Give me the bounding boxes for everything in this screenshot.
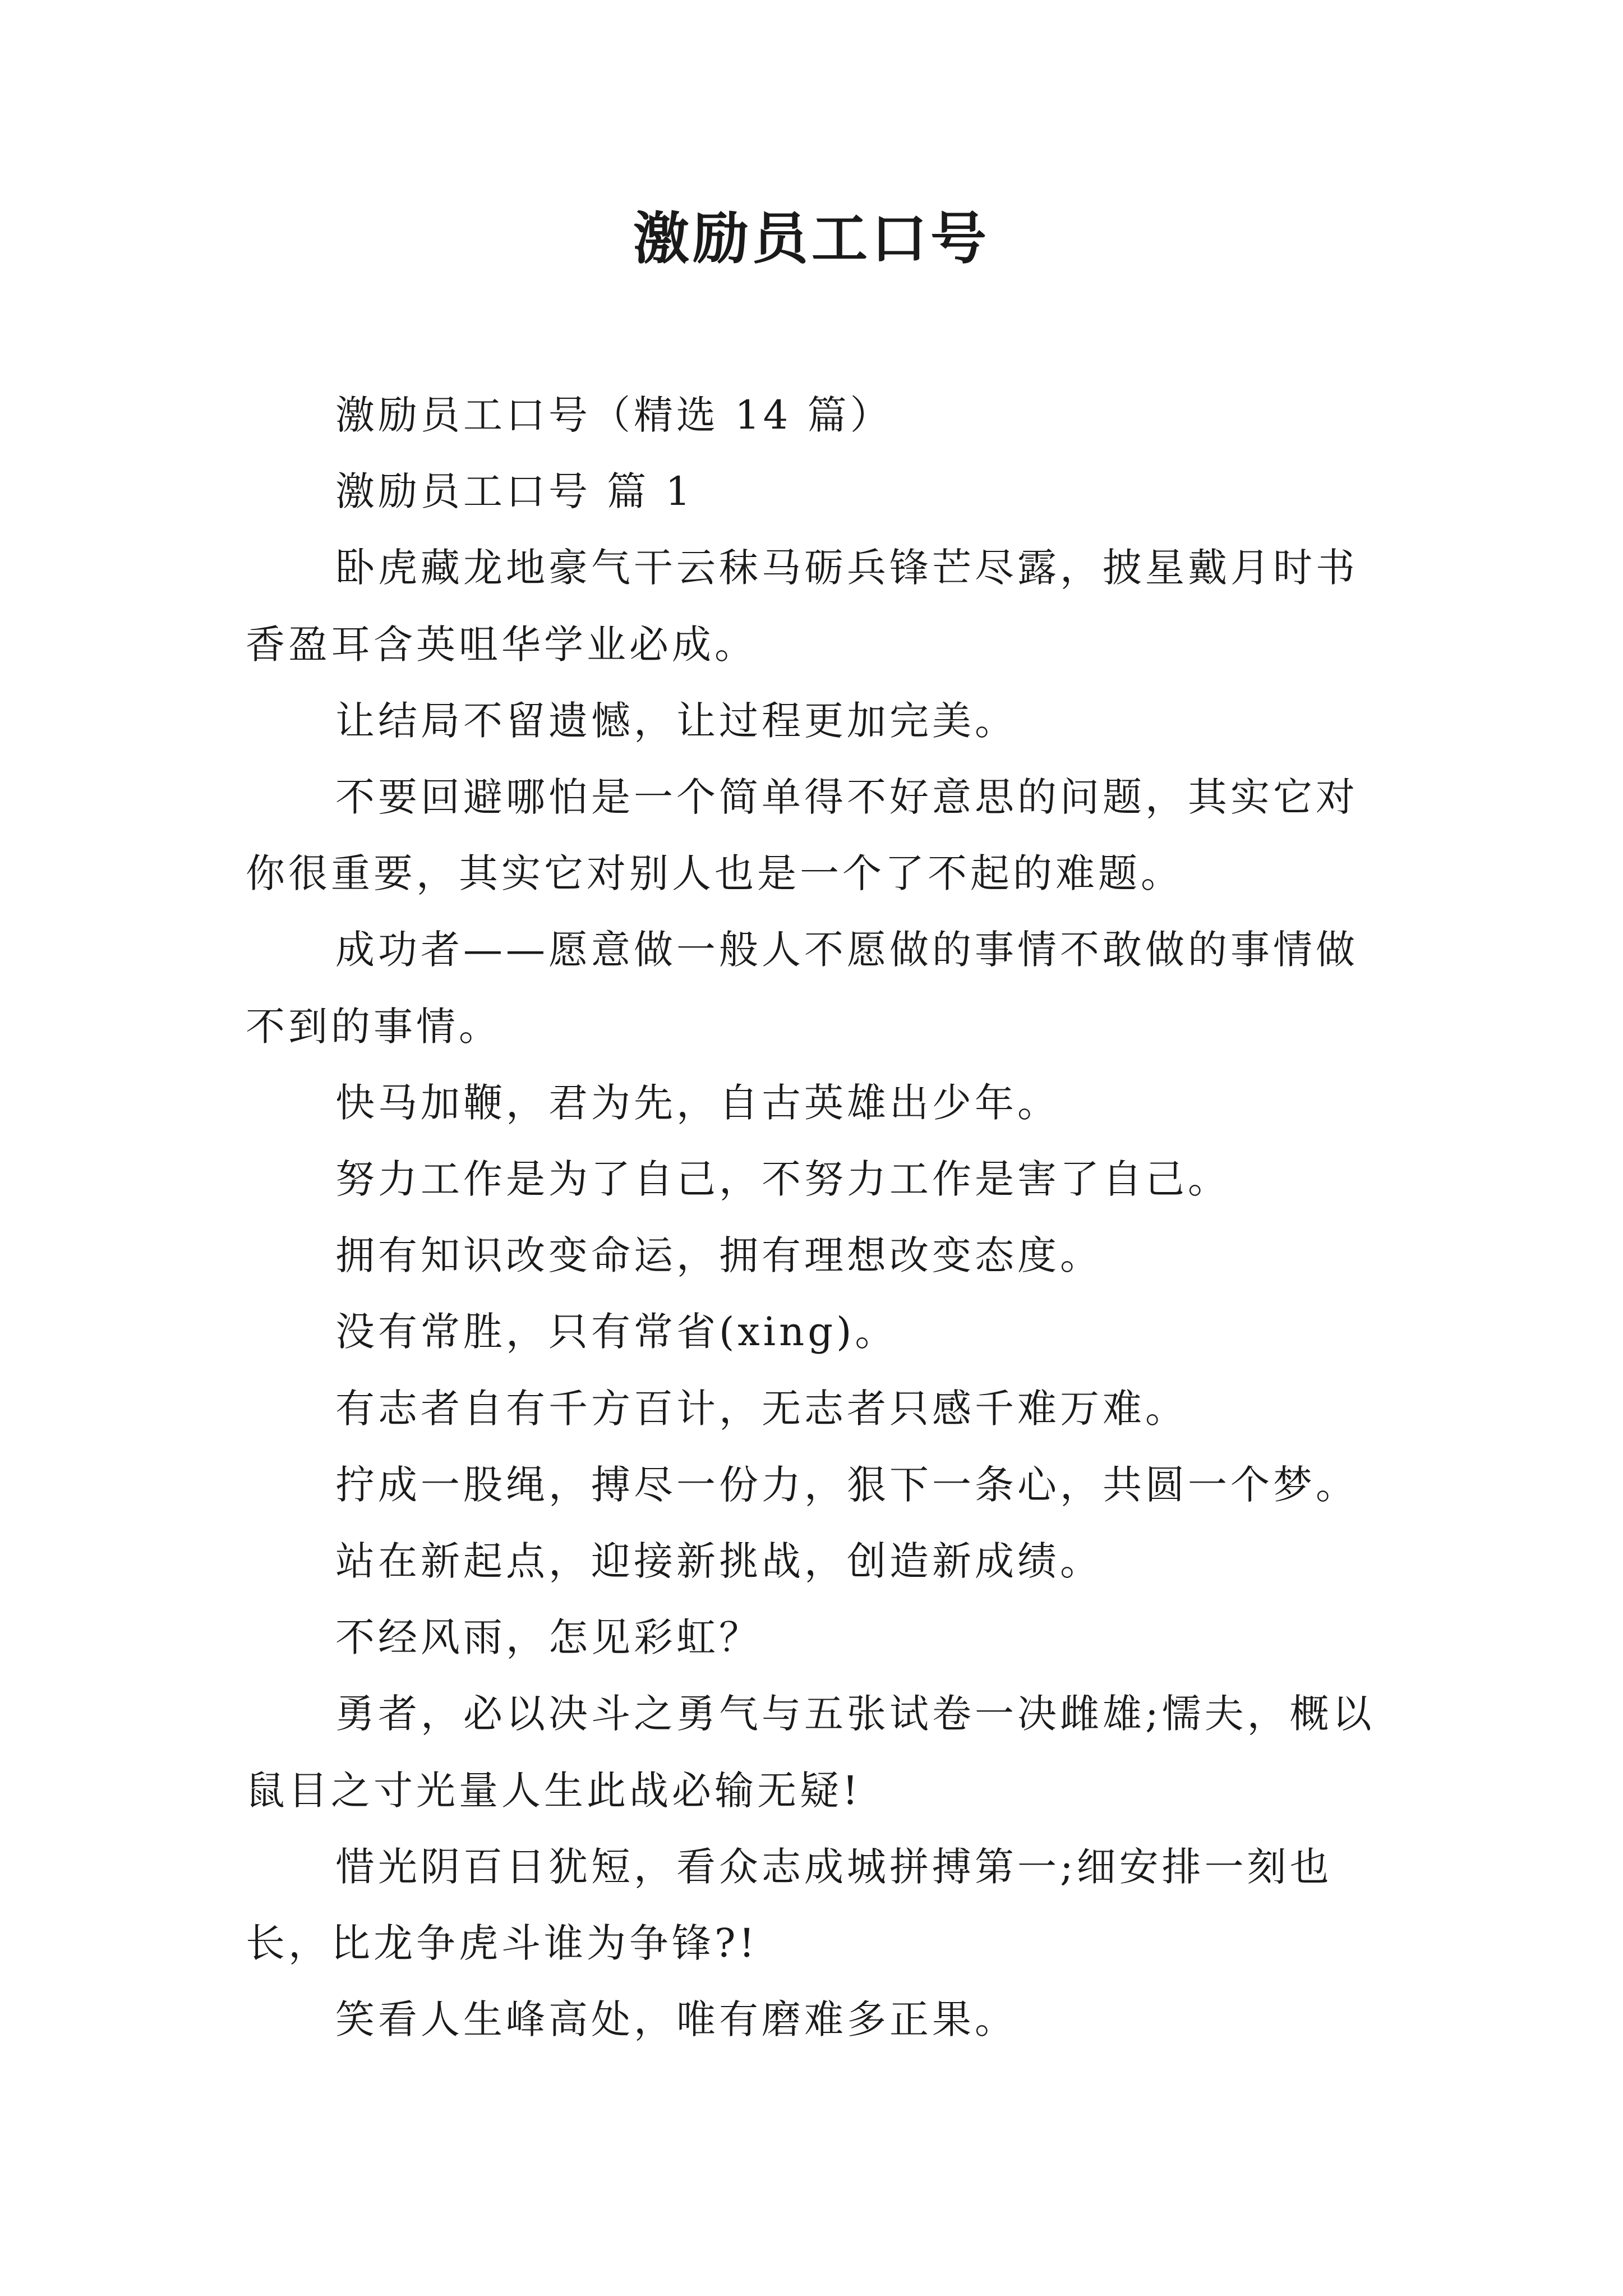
document-body bbox=[246, 377, 1384, 2058]
paragraph: 有志者自有千方百计，无志者只感千难万难。 bbox=[335, 1385, 1188, 1432]
paragraph: 努力工作是为了自己，不努力工作是害了自己。 bbox=[335, 1156, 1230, 1203]
paragraph: 站在新起点，迎接新挑战，创造新成绩。 bbox=[335, 1538, 1103, 1585]
paragraph: 没有常胜，只有常省(xing)。 bbox=[335, 1309, 898, 1355]
paragraph: 卧虎藏龙地豪气干云秣马砺兵锋芒尽露，披星戴月时书香盈耳含英咀华学业必成。 bbox=[246, 545, 1358, 668]
paragraph: 快马加鞭，君为先，自古英雄出少年。 bbox=[335, 1079, 1060, 1126]
paragraph: 勇者，必以决斗之勇气与五张试卷一决雌雄;懦夫，概以鼠目之寸光量人生此战必输无疑! bbox=[246, 1691, 1375, 1814]
document-title: 激励员工口号 bbox=[633, 206, 990, 272]
paragraph: 拥有知识改变命运，拥有理想改变态度。 bbox=[335, 1232, 1103, 1279]
paragraph-section-heading: 激励员工口号 篇 1 bbox=[335, 468, 694, 515]
paragraph: 不经风雨，怎见彩虹？ bbox=[335, 1614, 762, 1661]
paragraph-subtitle: 激励员工口号（精选 14 篇） bbox=[335, 392, 893, 438]
paragraph: 惜光阴百日犹短，看众志成城拼搏第一;细安排一刻也长，比龙争虎斗谁为争锋?! bbox=[246, 1843, 1332, 1967]
paragraph: 笑看人生峰高处，唯有磨难多正果。 bbox=[335, 1996, 1017, 2043]
paragraph: 成功者——愿意做一般人不愿做的事情不敢做的事情做不到的事情。 bbox=[246, 927, 1358, 1050]
paragraph: 拧成一股绳，搏尽一份力，狠下一条心，共圆一个梦。 bbox=[335, 1461, 1358, 1508]
paragraph: 让结局不留遗憾，让过程更加完美。 bbox=[335, 697, 1017, 744]
paragraph: 不要回避哪怕是一个简单得不好意思的问题，其实它对你很重要，其实它对别人也是一个了不起的难题。 bbox=[246, 774, 1358, 897]
